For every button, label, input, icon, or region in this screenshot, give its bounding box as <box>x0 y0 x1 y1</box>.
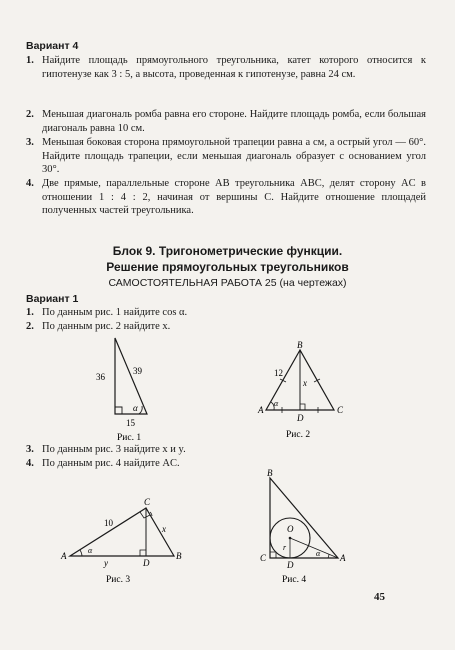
fig2-x-label: x <box>303 378 307 388</box>
task-number: 2. <box>26 109 34 120</box>
work-subtitle-caps: САМОСТОЯТЕЛЬНАЯ РАБОТА 25 <box>108 277 277 289</box>
figure-3 <box>60 494 190 586</box>
fig1-base-label: 15 <box>126 418 135 428</box>
fig4-vertex-C: C <box>260 553 267 563</box>
work-subtitle <box>0 277 455 289</box>
task-text: По данным рис. 2 найдите x. <box>42 321 171 332</box>
task-number: 4. <box>26 458 34 469</box>
v4-task-1 <box>26 54 426 81</box>
fig3-vertex-C: C <box>144 497 151 507</box>
work-subtitle-rest: (на чертежах) <box>276 277 347 289</box>
fig3-point-D: D <box>143 558 150 568</box>
task-number: 2. <box>26 321 34 332</box>
task-text: По данным рис. 1 найдите cos α. <box>42 307 188 318</box>
fig3-y-label: y <box>104 558 108 568</box>
v4-task-3 <box>26 136 426 177</box>
fig3-vertex-A: A <box>61 551 67 561</box>
fig3-side-label: 10 <box>104 518 113 528</box>
task-text: Меньшая диагональ ромба равна его стороне. Найдите площадь ромба, если большая диагональ равна 10 см. <box>42 109 426 134</box>
fig4-right-angle-mark <box>270 552 276 558</box>
figure-2 <box>250 340 360 442</box>
v1-task-2 <box>26 320 426 334</box>
fig4-center-O: O <box>287 524 294 534</box>
fig3-angle-arc-A <box>80 550 82 556</box>
fig1-leg-label: 36 <box>96 372 105 382</box>
variant-1-heading: Вариант 1 <box>26 293 79 305</box>
task-text: По данным рис. 3 найдите x и y. <box>42 444 186 455</box>
variant-4-heading: Вариант 4 <box>26 40 79 52</box>
fig2-side-label: 12 <box>274 368 283 378</box>
fig1-angle-label: α <box>133 403 138 413</box>
fig4-radius-label: r <box>283 543 287 552</box>
fig1-hypotenuse-label: 39 <box>133 366 142 376</box>
fig4-triangle <box>270 478 338 558</box>
fig3-x-label: x <box>162 524 166 534</box>
task-text: Две прямые, параллельные стороне AB треугольника ABC, делят сторону AC в отношении 1 : 4 : 2, начиная от вершины C. Найдите отношение площадей полученных частей треугольника. <box>42 178 426 216</box>
fig4-vertex-A: A <box>340 553 346 563</box>
v1-task-4 <box>26 457 426 471</box>
fig3-right-angle-mark-D <box>140 550 146 556</box>
figure-4 <box>252 468 352 586</box>
fig1-triangle <box>115 338 147 414</box>
fig1-angle-arc <box>139 406 142 414</box>
v1-task-3 <box>26 443 426 457</box>
task-text: Найдите площадь прямоугольного треугольника, катет которого относится к гипотенузе как 3 : 5, а высота, проведенная к гипотенузе, равна 24 см. <box>42 55 426 80</box>
task-number: 1. <box>26 307 34 318</box>
fig1-right-angle-mark <box>115 407 122 414</box>
fig4-bisector <box>290 538 338 558</box>
v1-task-1 <box>26 306 426 320</box>
fig2-point-D: D <box>297 413 304 423</box>
v4-task-4 <box>26 177 426 218</box>
task-number: 3. <box>26 137 34 148</box>
fig4-vertex-B: B <box>267 468 273 478</box>
fig4-center-point <box>289 537 292 540</box>
fig2-vertex-B: B <box>297 340 303 350</box>
fig4-caption: Рис. 4 <box>282 575 307 585</box>
fig2-caption: Рис. 2 <box>286 430 311 440</box>
fig3-triangle <box>70 508 174 556</box>
task-number: 3. <box>26 444 34 455</box>
fig3-angle-label: α <box>88 546 93 555</box>
block-title-line-1: Блок 9. Тригонометрические функции. <box>112 244 343 258</box>
fig3-caption: Рис. 3 <box>106 575 131 585</box>
fig4-point-D: D <box>287 560 294 570</box>
task-text: Меньшая боковая сторона прямоугольной трапеции равна a см, а острый угол — 60°. Найдите площадь трапеции, если меньшая диагональ образует с основанием угол 30°. <box>42 137 426 175</box>
fig2-vertex-A: A <box>258 405 264 415</box>
fig2-angle-label: α <box>274 399 279 408</box>
task-number: 4. <box>26 178 34 189</box>
task-text: По данным рис. 4 найдите AC. <box>42 458 180 469</box>
page-number: 45 <box>374 591 385 603</box>
fig2-right-angle-mark <box>300 404 305 410</box>
block-title-line-2: Решение прямоугольных треугольников <box>106 260 349 274</box>
fig2-vertex-C: C <box>337 405 344 415</box>
fig4-angle-label: α <box>316 549 321 558</box>
fig3-vertex-B: B <box>176 551 182 561</box>
fig1-caption: Рис. 1 <box>117 433 142 443</box>
task-number: 1. <box>26 55 34 66</box>
v4-task-2 <box>26 108 426 135</box>
figure-1 <box>95 334 165 444</box>
